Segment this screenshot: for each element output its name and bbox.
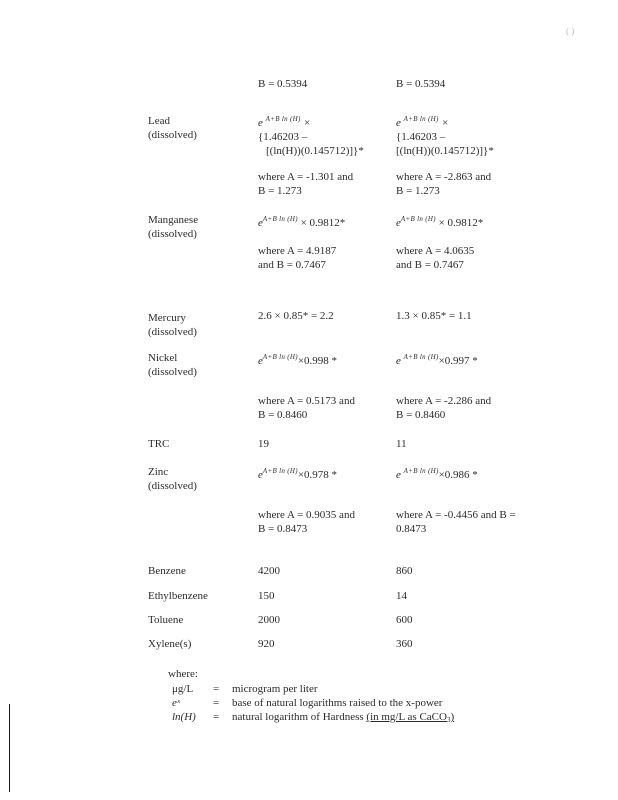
organic-label: Xylene(s) (148, 638, 192, 650)
zinc-label: Zinc (dissolved) (148, 466, 197, 492)
top-c1: B = 0.5394 (258, 78, 308, 90)
legend-symbol: μg/L (172, 683, 194, 695)
organic-c2: 860 (396, 565, 413, 577)
manganese-c1-where: where A = 4.9187 and B = 0.7467 (258, 245, 337, 271)
legend-definition: microgram per liter (232, 683, 318, 695)
manganese-c2-formula: $e^{A+B ln (H)} \times 0.9812*$ (396, 215, 484, 229)
organic-label: Ethylbenzene (148, 590, 208, 602)
top-c2: B = 0.5394 (396, 78, 446, 90)
zinc-c2-where: where A = -0.4456 and B = 0.8473 (396, 509, 516, 535)
trc-c2: 11 (396, 438, 407, 450)
zinc-c1-formula: $e^{A+B ln (H)}\times 0.978$ * (258, 467, 338, 481)
legend-definition: natural logarithm of Hardness (in mg/L as CaCO$_3$) (232, 711, 455, 724)
legend-equals: = (213, 697, 220, 709)
legend-where: where: (168, 668, 198, 680)
mercury-c2: 1.3 × 0.85* = 1.1 (396, 310, 472, 322)
legend-equals: = (213, 683, 220, 695)
mercury-c1: 2.6 × 0.85* = 2.2 (258, 310, 334, 322)
legend-symbol: ln(H) (172, 711, 196, 723)
lead-c2-where: where A = -2.863 and B = 1.273 (396, 171, 492, 197)
lead-c2-formula: e $^{A+B ln (H)}$ × {1.46203 – [(ln(H))(0.145712)]}* (396, 115, 494, 157)
organic-c2: 360 (396, 638, 413, 650)
nickel-c1-formula: $e^{A+B ln (H)}\times 0.998$ * (258, 353, 338, 367)
manganese-label: Manganese (dissolved) (148, 214, 199, 240)
nickel-c2-formula: e $^{A+B ln (H)}$×0.997 * (396, 353, 478, 367)
page-mark: ( ) (566, 26, 575, 36)
lead-c1-where: where A = -1.301 and B = 1.273 (258, 171, 354, 197)
lead-c1-formula: e $^{A+B ln (H)}$ × {1.46203 – [(ln(H))(0.145712)]}* (258, 115, 364, 157)
nickel-label: Nickel (dissolved) (148, 352, 197, 378)
organic-c1: 2000 (258, 614, 280, 626)
organic-label: Toluene (148, 614, 184, 626)
organic-c2: 14 (396, 590, 407, 602)
trc-c1: 19 (258, 438, 269, 450)
legend-definition: base of natural logarithms raised to the x-power (232, 697, 443, 709)
organic-c1: 4200 (258, 565, 280, 577)
organic-c2: 600 (396, 614, 413, 626)
zinc-c2-formula: e $^{A+B ln (H)}$×0.986 * (396, 467, 478, 481)
lead-label: Lead (dissolved) (148, 115, 197, 141)
zinc-c1-where: where A = 0.9035 and B = 0.8473 (258, 509, 355, 535)
organic-c1: 920 (258, 638, 275, 650)
organic-c1: 150 (258, 590, 275, 602)
legend-equals: = (213, 711, 220, 723)
manganese-c2-where: where A = 4.0635 and B = 0.7467 (396, 245, 475, 271)
nickel-c1-where: where A = 0.5173 and B = 0.8460 (258, 395, 355, 421)
manganese-c1-formula: $e^{A+B ln (H)} \times 0.9812*$ (258, 215, 346, 229)
mercury-label: Mercury (dissolved) (148, 312, 197, 338)
nickel-c2-where: where A = -2.286 and B = 0.8460 (396, 395, 492, 421)
legend-symbol: eˣ (172, 697, 180, 709)
organic-label: Benzene (148, 565, 186, 577)
trc-label: TRC (148, 438, 170, 450)
